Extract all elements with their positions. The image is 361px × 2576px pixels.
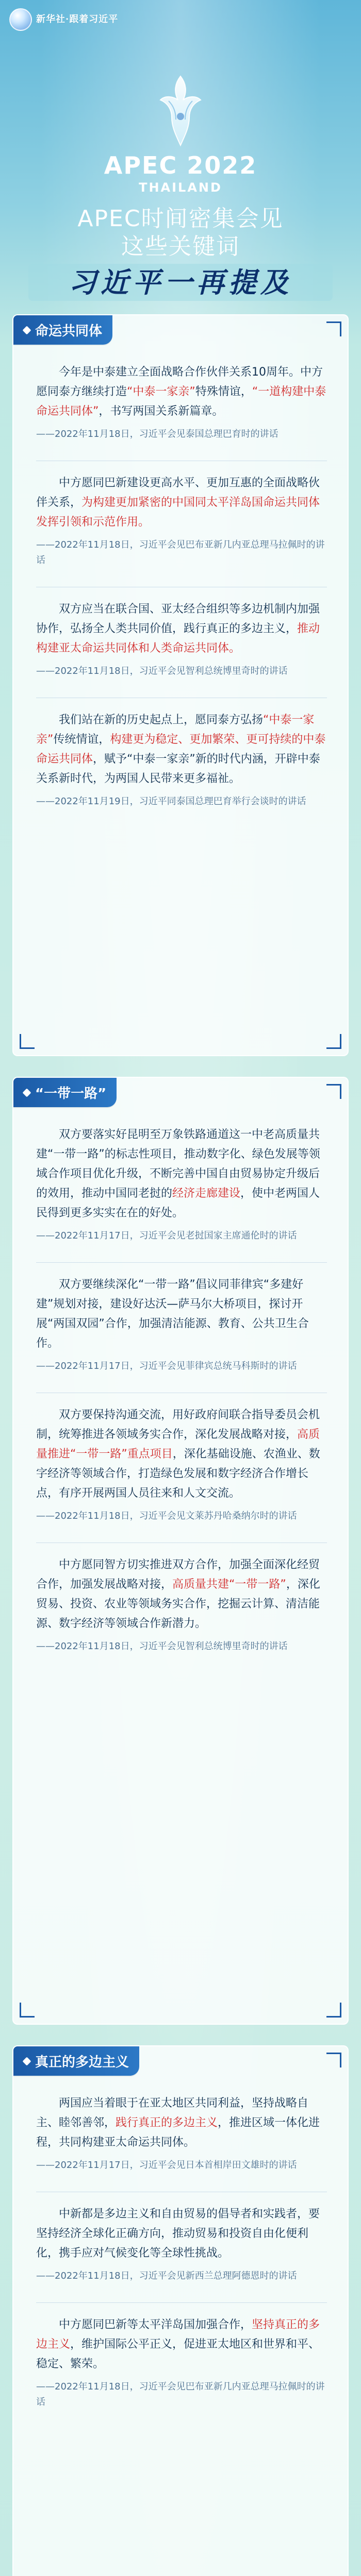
paragraph-text: 特殊情谊， (195, 385, 252, 398)
paragraph-text: ，书写两国关系新篇章。 (99, 405, 224, 418)
apec-emblem-icon (148, 72, 213, 149)
quote-paragraph (36, 473, 327, 532)
section-card-multilateralism (12, 2045, 349, 2576)
quote-source: ——2022年11月18日，习近平会见文莱苏丹哈桑纳尔时的讲话 (36, 1511, 297, 1521)
quote-paragraph (36, 2315, 327, 2374)
section-diamond-icon (23, 1088, 31, 1097)
brand-text: 新华社·跟着习近平 (36, 14, 119, 25)
paragraph-text: 今年是中泰建立全面战略合作伙伴关系10周年。中方愿同泰方继续打造 (36, 366, 323, 398)
paragraph-text: 两国应当着眼于在亚太地区共同利益，坚持战略自主、睦邻善邻， (36, 2097, 309, 2129)
paragraph-text: 中方愿同巴新等太平洋岛国加强合作， (59, 2318, 252, 2331)
paragraph-text: 我们站在新的历史起点上，愿同泰方弘扬 (59, 714, 264, 726)
section-label-community (13, 315, 112, 345)
divider (36, 2302, 327, 2303)
highlighted-text: 坚持真正的多边主义 (36, 2318, 320, 2351)
quote-paragraph (36, 1405, 327, 1503)
section-diamond-icon (23, 2057, 31, 2065)
quote-paragraph (36, 1555, 327, 1634)
quote-source: ——2022年11月18日，习近平会见智利总统博里奇时的讲话 (36, 666, 288, 676)
corner-decoration (326, 321, 341, 336)
corner-decoration (326, 1034, 341, 1049)
highlighted-text: “中泰一家亲” (127, 385, 195, 398)
divider (36, 1262, 327, 1263)
quote-paragraph (36, 710, 327, 789)
quote-source: ——2022年11月18日，习近平会见巴布亚新几内亚总理马拉佩时的讲话 (36, 539, 325, 566)
headline-line-3-container (28, 264, 333, 301)
paragraph-text: 中新都是多边主义和自由贸易的倡导者和实践者，要坚持经济全球化正确方向，推动贸易和投资自由化便利化，携手应对气候变化等全球性挑战。 (36, 2208, 320, 2260)
paragraph-text: ，深化基础设施、农渔业、数字经济等领域合作，打造绿色发展和数字经济合作增长点，有序开展两国人员往来和人文交流。 (36, 1448, 320, 1500)
paragraph-text: 传统情谊， (53, 733, 110, 746)
section-label-text: 命运共同体 (35, 324, 103, 339)
highlighted-text: 践行真正的多边主义 (116, 2116, 218, 2129)
corner-decoration (326, 2053, 341, 2067)
corner-decoration (326, 2003, 341, 2018)
quote-source: ——2022年11月18日，习近平会见泰国总理巴育时的讲话 (36, 429, 278, 439)
event-title: APEC 2022 (104, 151, 257, 179)
paragraph-text: ，维护国际公平正义，促进亚太地区和世界和平、稳定、繁荣。 (36, 2338, 320, 2370)
corner-decoration (20, 1034, 35, 1049)
paragraph-text: 中方愿同巴新建设更高水平、更加互惠的全面战略伙伴关系， (36, 477, 320, 509)
highlighted-text: 高质量共建“一带一路” (172, 1578, 286, 1591)
quote-source: ——2022年11月18日，习近平会见新西兰总理阿德恩时的讲话 (36, 2270, 297, 2281)
headline-line-2: 这些关键词 (121, 233, 240, 260)
headline-line-3: 习近平一再提及 (69, 266, 292, 299)
highlighted-text: 经济走廊建设 (172, 1187, 241, 1200)
paragraph-text: 双方应当在联合国、亚太经合组织等多边机制内加强协作，弘扬全人类共同价值，践行真正的多边主义， (36, 603, 320, 635)
corner-decoration (326, 1084, 341, 1099)
paragraph-text: 双方要继续深化“一带一路”倡议同菲律宾“多建好建”规划对接，建设好达沃—萨马尔大桥项目，探讨开展“两国双园”合作，加强清洁能源、教育、公共卫生合作。 (36, 1278, 309, 1350)
quote-source: ——2022年11月18日，习近平会见智利总统博里奇时的讲话 (36, 1641, 288, 1652)
highlighted-text: 高质量推进“一带一路”重点项目 (36, 1428, 320, 1461)
highlighted-text: 为构建更加紧密的中国同太平洋岛国命运共同体发挥引领和示范作用。 (36, 496, 320, 529)
section-card-community (12, 314, 349, 1056)
quote-source: ——2022年11月18日，习近平会见巴布亚新几内亚总理马拉佩时的讲话 (36, 2381, 325, 2408)
section-label-text: 真正的多边主义 (35, 2055, 129, 2070)
highlighted-text: “一道构建中泰命运共同体” (36, 385, 326, 418)
paragraph-text: ，使中老两国人民得到更多实实在在的好处。 (36, 1187, 320, 1219)
quote-source: ——2022年11月19日，习近平同泰国总理巴育举行会谈时的讲话 (36, 796, 306, 807)
xinhua-logo-icon (9, 8, 32, 31)
quote-source: ——2022年11月17日，习近平会见菲律宾总统马科斯时的讲话 (36, 1361, 297, 1371)
paragraph-text: 双方要保持沟通交流，用好政府间联合指导委员会机制，统筹推进各领域务实合作，深化发展战略对接， (36, 1409, 320, 1441)
paragraph-text: 中方愿同智方切实推进双方合作，加强全面深化经贸合作，加强发展战略对接， (36, 1558, 320, 1591)
section-card-belt-road (12, 1077, 349, 2025)
highlighted-text: 推动构建亚太命运共同体和人类命运共同体。 (36, 622, 320, 655)
paragraph-text: ，推进区域一体化进程，共同构建亚太命运共同体。 (36, 2116, 320, 2149)
paragraph-text: ，赋予“中泰一家亲”新的时代内涵，开辟中泰关系新时代，为两国人民带来更多福祉。 (36, 753, 320, 785)
quote-source: ——2022年11月17日，习近平会见日本首相岸田文雄时的讲话 (36, 2160, 297, 2171)
quote-paragraph (36, 1125, 327, 1223)
section-label-text: “一带一路” (35, 1086, 107, 1101)
paragraph-text: ，深化贸易、投资、农业等领域务实合作，挖掘云计算、清洁能源、数字经济等领域合作新潜力。 (36, 1578, 320, 1630)
section-label-belt-road (13, 1078, 117, 1107)
brand-header (9, 8, 118, 31)
quote-paragraph (36, 2205, 327, 2263)
quote-paragraph (36, 363, 327, 421)
headline-line-1: APEC时间密集会见 (77, 206, 284, 232)
paragraph-text: 双方要落实好昆明至万象铁路通道这一中老高质量共建“一带一路”的标志性项目，推动数字化、绿色发展等领域合作项目优化升级，不断完善中国自由贸易协定升级后的效用，推动中国同老挝的 (36, 1128, 320, 1200)
event-location: THAILAND (139, 180, 222, 195)
section-content (36, 363, 327, 828)
section-content (36, 2094, 327, 2429)
highlighted-text: “中泰一家亲” (36, 714, 315, 746)
quote-source: ——2022年11月17日，习近平会见老挝国家主席通伦时的讲话 (36, 1230, 297, 1241)
quote-paragraph (36, 2094, 327, 2153)
section-diamond-icon (23, 326, 31, 334)
highlighted-text: 构建更为稳定、更加繁荣、更可持续的中泰命运共同体 (36, 733, 326, 766)
hero (0, 31, 361, 299)
section-content (36, 1125, 327, 1673)
section-label-multilateralism (13, 2046, 139, 2076)
quote-paragraph (36, 600, 327, 658)
quote-paragraph (36, 1275, 327, 1353)
corner-decoration (20, 2003, 35, 2018)
